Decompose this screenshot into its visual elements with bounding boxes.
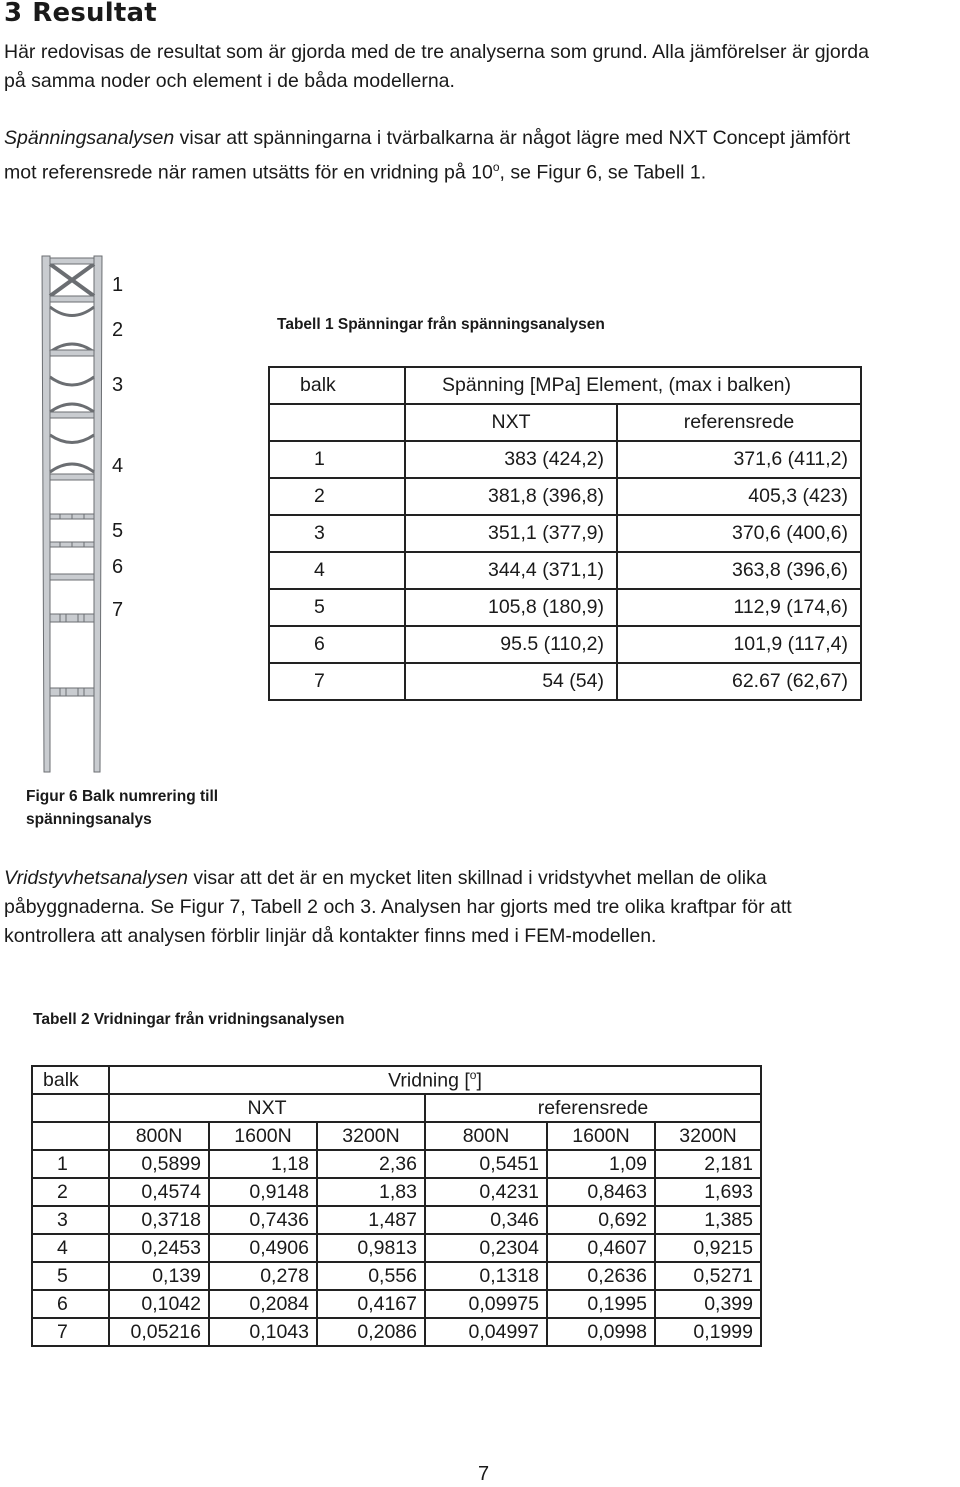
table2-cell-value: 0,4607 — [547, 1234, 655, 1262]
table2-force-row — [32, 1122, 761, 1150]
table2-cell-value: 0,04997 — [425, 1318, 547, 1346]
table2-empty-cell — [32, 1094, 109, 1122]
table1-cell-ref: 62.67 (62,67) — [617, 663, 861, 700]
table2-cell-balk: 7 — [32, 1318, 109, 1346]
table2-cell-value: 1,18 — [209, 1150, 317, 1178]
table-row — [269, 589, 861, 626]
right-rail — [94, 256, 102, 772]
stress-para-text: visar att spänningarna i tvärbalkarna är något lägre med NXT Concept jämfört — [174, 127, 851, 149]
table-row — [269, 552, 861, 589]
section-number: 3 — [4, 0, 23, 28]
crossbeam-1 — [50, 258, 94, 264]
table2-force-header: 800N — [109, 1122, 209, 1150]
table2-cell-value: 0,1043 — [209, 1318, 317, 1346]
table2-cell-value: 0,9148 — [209, 1178, 317, 1206]
table2-subheader-row — [32, 1094, 761, 1122]
table1-cell-balk: 5 — [269, 589, 405, 626]
x-bracing — [50, 264, 94, 296]
beam-label-4: 4 — [112, 455, 124, 477]
table2-cell-value: 0,556 — [317, 1262, 425, 1290]
table1-col-ref: referensrede — [617, 404, 861, 441]
table1-cell-ref: 370,6 (400,6) — [617, 515, 861, 552]
table1-col-balk: balk — [269, 367, 405, 404]
table2-cell-balk: 4 — [32, 1234, 109, 1262]
table2-cell-value: 1,487 — [317, 1206, 425, 1234]
table2-cell-value: 0,7436 — [209, 1206, 317, 1234]
table1-subheader-row — [269, 404, 861, 441]
table2-cell-balk: 3 — [32, 1206, 109, 1234]
table2-col-nxt: NXT — [109, 1094, 425, 1122]
table2-caption: Tabell 2 Vridningar från vridningsanalysen — [33, 1011, 345, 1028]
table2-cell-value: 0,3718 — [109, 1206, 209, 1234]
beam-label-2: 2 — [112, 319, 124, 341]
table2-cell-value: 0,399 — [655, 1290, 761, 1318]
table2-header-row — [32, 1066, 761, 1094]
table-row — [269, 626, 861, 663]
table-row — [32, 1318, 761, 1346]
table1-caption: Tabell 1 Spänningar från spänningsanalysen — [277, 316, 605, 333]
table2-cell-value: 0,05216 — [109, 1318, 209, 1346]
table2-degree-sup: o — [469, 1067, 477, 1082]
table1-col-nxt: NXT — [405, 404, 617, 441]
crossbeam-2 — [50, 350, 94, 356]
table2-cell-value: 0,1042 — [109, 1290, 209, 1318]
table2-cell-value: 0,4574 — [109, 1178, 209, 1206]
table2-cell-value: 0,5271 — [655, 1262, 761, 1290]
frame-figure — [38, 252, 110, 777]
table2-cell-value: 0,278 — [209, 1262, 317, 1290]
table2-cell-balk: 5 — [32, 1262, 109, 1290]
section-title: Resultat — [32, 0, 157, 28]
table2-cell-value: 1,385 — [655, 1206, 761, 1234]
table2-cell-value: 0,2084 — [209, 1290, 317, 1318]
table2-cell-balk: 1 — [32, 1150, 109, 1178]
stress-para-text-b: , se Figur 6, se Tabell 1. — [499, 161, 707, 184]
crossbeam-6 — [50, 574, 94, 580]
torsion-para-line-1 — [4, 864, 767, 893]
table2-cell-value: 0,9215 — [655, 1234, 761, 1262]
torsion-para-line-3: kontrollera att analysen förblir linjär då kontakter finns med i FEM-modellen. — [4, 925, 657, 947]
beam-label-5: 5 — [112, 520, 124, 542]
table2-cell-value: 0,4167 — [317, 1290, 425, 1318]
table2-cell-value: 1,09 — [547, 1150, 655, 1178]
stress-para-line-1 — [4, 124, 850, 153]
table-row — [32, 1290, 761, 1318]
table2-cell-value: 0,9813 — [317, 1234, 425, 1262]
table2-cell-value: 2,181 — [655, 1150, 761, 1178]
table2-force-header: 800N — [425, 1122, 547, 1150]
table2-cell-value: 0,0998 — [547, 1318, 655, 1346]
table2-cell-value: 0,5899 — [109, 1150, 209, 1178]
figure-caption-line-1: Figur 6 Balk numrering till — [26, 788, 219, 805]
table2-cell-value: 0,4906 — [209, 1234, 317, 1262]
table1-header-row — [269, 367, 861, 404]
stress-table — [268, 366, 862, 701]
table-row — [32, 1178, 761, 1206]
table2-cell-value: 0,1318 — [425, 1262, 547, 1290]
table-row — [32, 1234, 761, 1262]
table1-cell-ref: 101,9 (117,4) — [617, 626, 861, 663]
table2-cell-value: 0,5451 — [425, 1150, 547, 1178]
table1-cell-ref: 371,6 (411,2) — [617, 441, 861, 478]
table1-cell-nxt: 383 (424,2) — [405, 441, 617, 478]
section-heading — [4, 0, 167, 28]
intro-line-2: på samma noder och element i de båda modellerna. — [4, 70, 455, 92]
table2-cell-value: 0,2636 — [547, 1262, 655, 1290]
table2-cell-value: 1,83 — [317, 1178, 425, 1206]
stress-term: Spänningsanalysen — [4, 127, 175, 149]
table2-group-text-a: Vridning [ — [388, 1069, 470, 1092]
table1-cell-ref: 405,3 (423) — [617, 478, 861, 515]
table1-cell-nxt: 344,4 (371,1) — [405, 552, 617, 589]
table2-col-ref: referensrede — [425, 1094, 761, 1122]
table1-cell-balk: 1 — [269, 441, 405, 478]
table1-cell-balk: 3 — [269, 515, 405, 552]
left-rail — [42, 256, 50, 772]
beam-label-6: 6 — [112, 556, 124, 578]
table1-cell-nxt: 381,8 (396,8) — [405, 478, 617, 515]
stress-para-line-2 — [4, 153, 706, 188]
degree-sup: o — [492, 160, 500, 174]
table2-cell-value: 0,692 — [547, 1206, 655, 1234]
crossbeam-7 — [50, 614, 94, 622]
table2-force-header: 1600N — [547, 1122, 655, 1150]
table2-cell-value: 0,8463 — [547, 1178, 655, 1206]
table2-col-balk: balk — [32, 1066, 109, 1094]
table2-cell-value: 1,693 — [655, 1178, 761, 1206]
table1-cell-balk: 6 — [269, 626, 405, 663]
table2-group-text-b: ] — [476, 1069, 482, 1092]
table1-empty-cell — [269, 404, 405, 441]
table2-cell-value: 0,2453 — [109, 1234, 209, 1262]
table2-cell-value: 0,1999 — [655, 1318, 761, 1346]
table2-cell-value: 0,4231 — [425, 1178, 547, 1206]
table1-cell-balk: 4 — [269, 552, 405, 589]
table1-cell-balk: 2 — [269, 478, 405, 515]
crossbeam-3 — [50, 412, 94, 418]
beam-label-3: 3 — [112, 374, 124, 396]
table1-cell-nxt: 95.5 (110,2) — [405, 626, 617, 663]
table-row — [269, 441, 861, 478]
torsion-para-line-2: påbyggnaderna. Se Figur 7, Tabell 2 och 3. Analysen har gjorts med tre olika kraftpar för att — [4, 896, 792, 918]
table2-cell-balk: 6 — [32, 1290, 109, 1318]
table2-cell-balk: 2 — [32, 1178, 109, 1206]
table-row — [32, 1206, 761, 1234]
figure-caption-line-2: spänningsanalys — [26, 811, 152, 828]
stress-para-text-a: mot referensrede när ramen utsätts för en vridning på 10 — [4, 161, 493, 184]
crossbeam-4 — [50, 474, 94, 480]
table1-cell-nxt: 54 (54) — [405, 663, 617, 700]
torsion-term: Vridstyvhetsanalysen — [4, 867, 188, 889]
torsion-table — [31, 1065, 762, 1347]
table-row — [269, 663, 861, 700]
table2-force-header: 3200N — [655, 1122, 761, 1150]
table-row — [32, 1262, 761, 1290]
table2-force-header: 3200N — [317, 1122, 425, 1150]
table1-cell-nxt: 105,8 (180,9) — [405, 589, 617, 626]
arch-1 — [50, 307, 94, 316]
table1-col-group: Spänning [MPa] Element, (max i balken) — [405, 367, 861, 404]
table1-cell-nxt: 351,1 (377,9) — [405, 515, 617, 552]
table1-cell-ref: 112,9 (174,6) — [617, 589, 861, 626]
table2-cell-value: 2,36 — [317, 1150, 425, 1178]
torsion-para-text: visar att det är en mycket liten skillnad i vridstyvhet mellan de olika — [187, 867, 767, 889]
page-number: 7 — [478, 1463, 490, 1485]
table2-col-group — [109, 1066, 761, 1094]
table-row — [32, 1150, 761, 1178]
table2-cell-value: 0,139 — [109, 1262, 209, 1290]
table2-cell-value: 0,346 — [425, 1206, 547, 1234]
table2-force-header: 1600N — [209, 1122, 317, 1150]
table2-cell-value: 0,2086 — [317, 1318, 425, 1346]
table1-cell-ref: 363,8 (396,6) — [617, 552, 861, 589]
table-row — [269, 478, 861, 515]
table2-cell-value: 0,09975 — [425, 1290, 547, 1318]
intro-line-1: Här redovisas de resultat som är gjorda med de tre analyserna som grund. Alla jämförelser är gjorda — [4, 41, 869, 63]
figure-caption — [26, 785, 218, 831]
table2-empty-cell-2 — [32, 1122, 109, 1150]
table2-cell-value: 0,2304 — [425, 1234, 547, 1262]
beam-label-7: 7 — [112, 599, 124, 621]
beam-label-1: 1 — [112, 274, 124, 296]
table1-cell-balk: 7 — [269, 663, 405, 700]
table2-cell-value: 0,1995 — [547, 1290, 655, 1318]
table-row — [269, 515, 861, 552]
